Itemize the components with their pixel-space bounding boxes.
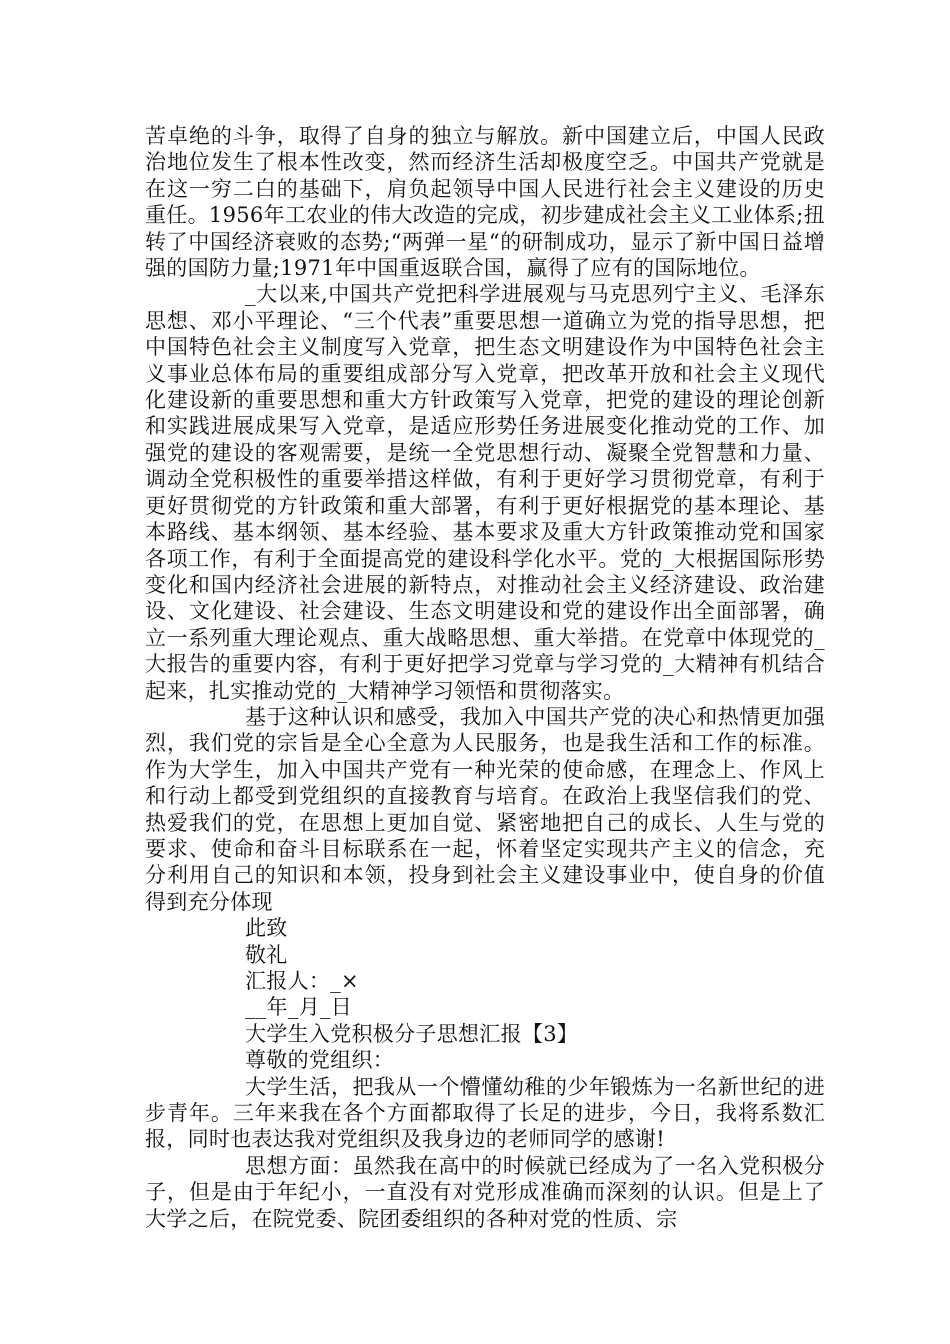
section-title: 大学生入党积极分子思想汇报【3】 xyxy=(245,1021,579,1046)
paragraph-determination: 基于这种认识和感受，我加入中国共产党的决心和热情更加强烈，我们党的宗旨是全心全意为人民服务，也是我生活和工作的标准。作为大学生，加入中国共产党有一种光荣的使命感，在理念上、作风上和行动上都受到党组织的直接教育与培育。在政治上我坚信我们的党、热爱我们的党，在思想上更加自觉、紧密地把自己的成长、人生与党的要求、使命和奋斗目标联系在一起，怀着坚定实现共产主义的信念，充分利用自己的知识和本领，投身到社会主义建设事业中，使自身的价值得到充分体现 xyxy=(145,704,825,914)
paragraph-party-constitution: _大以来,中国共产党把科学进展观与马克思列宁主义、毛泽东思想、邓小平理论、“三个代表”重要思想一道确立为党的指导思想，把中国特色社会主义制度写入党章，把生态文明建设作为中国特色社会主义事业总体布局的重要组成部分写入党章，把改革开放和社会主义现代化建设新的重要思想和重大方针政策写入党章，把党的建设的理论创新和实践进展成果写入党章，是适应形势任务进展变化推动党的工作、加强党的建设的客观需要，是统一全党思想行动、凝聚全党智慧和力量、调动全党积极性的重要举措这样做，有利于更好学习贯彻党章，有利于更好贯彻党的方针政策和重大部署，有利于更好根据党的基本理论、基本路线、基本纲领、基本经验、基本要求及重大方针政策推动党和国家各项工作，有利于全面提高党的建设科学化水平。党的_大根据国际形势变化和国内经济社会进展的新特点，对推动社会主义经济建设、政治建设、文化建设、社会建设、生态文明建设和党的建设作出全面部署，确立一系列重大理论观点、重大战略思想、重大举措。在党章中体现党的_大报告的重要内容，有利于更好把学习党章与学习党的_大精神有机结合起来，扎实推动党的_大精神学习领悟和贯彻落实。 xyxy=(145,282,825,703)
closing-date: __年_月_日 xyxy=(245,995,353,1020)
document-body xyxy=(145,123,825,1232)
closing-salutation-2: 敬礼 xyxy=(245,942,288,967)
greeting: 尊敬的党组织： xyxy=(245,1048,395,1073)
closing-salutation-1: 此致 xyxy=(245,916,288,941)
paragraph-thought: 思想方面：虽然我在高中的时候就已经成为了一名入党积极分子，但是由于年纪小，一直没有对党形成准确而深刻的认识。但是上了大学之后，在院党委、院团委组织的各种对党的性质、宗 xyxy=(145,1153,825,1231)
closing-reporter: 汇报人：_× xyxy=(245,969,359,993)
paragraph-college-life: 大学生活，把我从一个懵懂幼稚的少年锻炼为一名新世纪的进步青年。三年来我在各个方面都取得了长足的进步，今日，我将系数汇报，同时也表达我对党组织及我身边的老师同学的感谢! xyxy=(145,1074,825,1152)
paragraph-history: 苦卓绝的斗争，取得了自身的独立与解放。新中国建立后，中国人民政治地位发生了根本性改变，然而经济生活却极度空乏。中国共产党就是在这一穷二白的基础下，肩负起领导中国人民进行社会主义建设的历史重任。1956年工农业的伟大改造的完成，初步建成社会主义工业体系;扭转了中国经济衰败的态势;“两弹一星“的研制成功，显示了新中国日益增强的国防力量;1971年中国重返联合国，赢得了应有的国际地位。 xyxy=(145,124,825,281)
